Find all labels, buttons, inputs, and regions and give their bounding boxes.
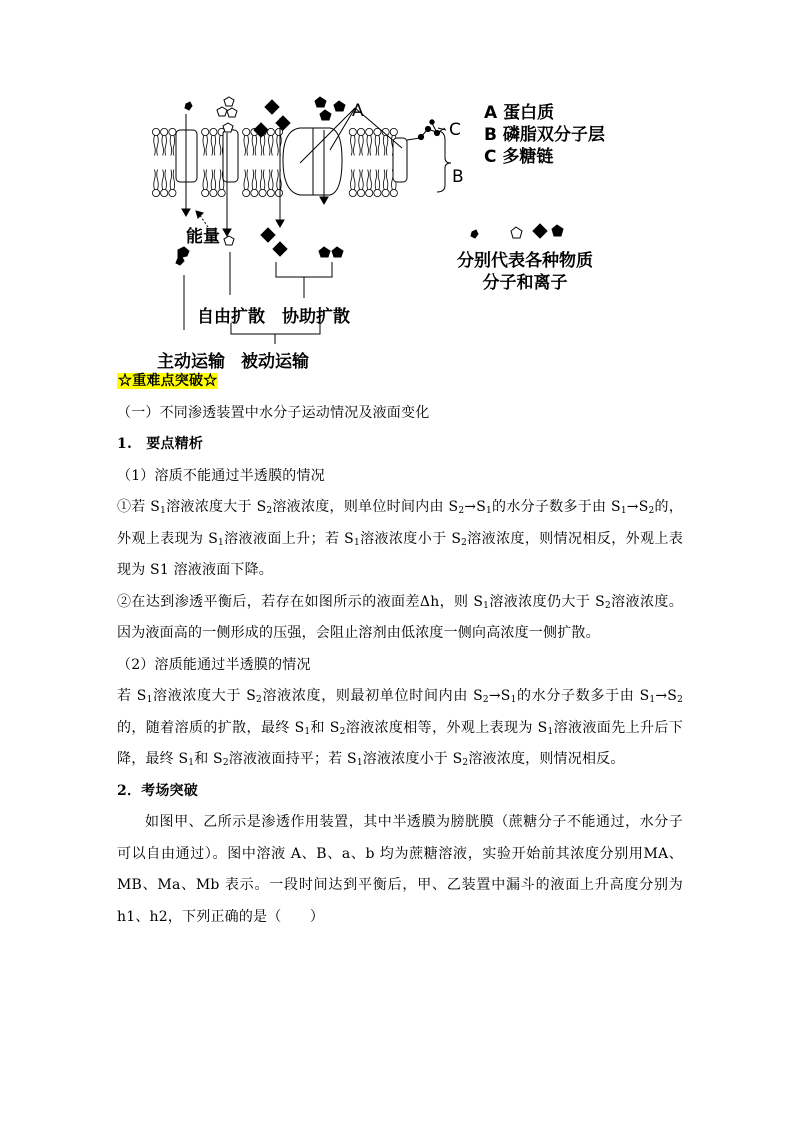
legend-item-polysaccharide: C 多糖链 <box>484 147 554 167</box>
protein-A-channels <box>176 128 407 195</box>
subsection-title: （一）不同渗透装置中水分子运动情况及液面变化 <box>117 404 430 421</box>
passive-transport-label: 被动运输 <box>241 352 309 372</box>
legend-item-protein: A 蛋白质 <box>484 103 555 123</box>
question-paragraph: 如图甲、乙所示是渗透作用装置，其中半透膜为膀胱膜（蔗糖分子不能通过，水分子可以自由通过）。图中溶液 A、B、a、b 均为蔗糖溶液，实验开始前其浓度分别用MA、MB、Ma、Mb 表示。一段时间达到平衡后，甲、乙装置中漏斗的液面上升高度分别为 h1、h2，下列正确的是（ ） <box>117 814 683 925</box>
legend-item-phospholipid: B 磷脂双分子层 <box>484 125 605 145</box>
section-title <box>117 366 683 398</box>
document-body <box>117 366 683 933</box>
energy-label: 能量 <box>186 227 220 247</box>
molecules-caption-line-2: 分子和离子 <box>482 273 568 293</box>
membrane-diagram-svg <box>0 0 794 370</box>
point1-heading: 1. 要点精析 <box>117 436 204 452</box>
molecules-caption <box>450 250 600 294</box>
case2-paragraph-1: 若 $S_1$溶液浓度大于 $S_2$溶液浓度，则最初单位时间内由 $S_2\to S_1$的水分子数多于由 $S_1\to S_2$的，随着溶质的扩散，最终 $S_1$和 $S_2$溶液浓度相等，外观上表现为 $S_1$溶液液面先上升后下降，最终 $S_1$和 $S_2$溶液液面持平；若 $S_1$溶液浓度小于 $S_2$溶液浓度，则情况相反。 <box>117 688 683 768</box>
classification-lines <box>184 252 332 344</box>
active-transport-label: 主动运输 <box>157 352 225 372</box>
label-A: A <box>352 101 364 121</box>
case1-title: （1）溶质不能通过半透膜的情况 <box>117 467 325 484</box>
structure-legend <box>484 102 605 168</box>
facilitated-diffusion-label: 协助扩散 <box>282 307 350 327</box>
label-B-bracket <box>437 131 451 192</box>
molecules-caption-line-1: 分别代表各种物质 <box>457 251 593 271</box>
polysaccharide-chain-C <box>407 120 445 140</box>
label-C: C <box>449 120 461 140</box>
case2-title: （2）溶质能通过半透膜的情况 <box>117 656 311 673</box>
case1-paragraph-1: ①若 $S_1$溶液浓度大于 $S_2$溶液浓度，则单位时间内由 $S_2\to S_1$的水分子数多于由 $S_1\to S_2$的，外观上表现为 $S_1$溶液液面上升；若 $S_1$溶液浓度小于 $S_2$溶液浓度，则情况相反，外观上表现为 S1 溶液液面下降。 <box>117 499 684 578</box>
point2-heading: 2．考场突破 <box>117 782 198 799</box>
section-title-text: ☆重难点突破☆ <box>118 373 218 389</box>
label-B: B <box>452 167 464 187</box>
case1-paragraph-2: ②在达到渗透平衡后，若存在如图所示的液面差Δh，则 $S_1$溶液浓度仍大于 $S_2$溶液浓度。因为液面高的一侧形成的压强，会阻止溶剂由低浓度一侧向高浓度一侧扩散。 <box>117 593 684 641</box>
free-diffusion-label: 自由扩散 <box>197 307 265 327</box>
membrane-transport-diagram <box>0 0 794 370</box>
